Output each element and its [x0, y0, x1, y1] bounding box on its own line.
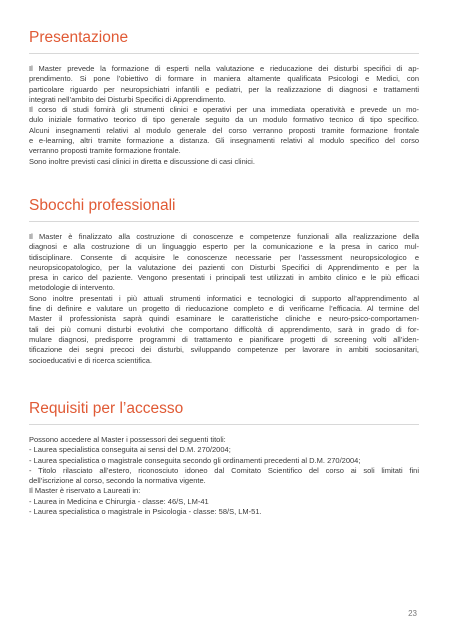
- body-line: Il Master prevede la formazione di esperti nella valutazione e rieducazione dei disturbi specifici di ap-: [29, 64, 419, 73]
- section-requisiti-accesso: [29, 400, 419, 517]
- body-line: e e-learning, altri tramite formazione a distanza. Gli insegnamenti relativi al modulo specifico del corso: [29, 136, 419, 146]
- body-line: tidisciplinare. Consente di acquisire le conoscenze necessarie per l’assessment neuropsicologico e: [29, 252, 419, 262]
- body-line: integrati nell’ambito dei Disturbi Specifici di Apprendimento.: [29, 94, 226, 104]
- section-title: Sbocchi professionali: [29, 197, 176, 214]
- page-number: 23: [408, 609, 417, 618]
- body-line: - Laurea specialistica conseguita ai sensi del D.M. 270/2004;: [29, 445, 231, 455]
- body-line: tificazione dei segni precoci dei disturbi, sviluppando competenze per lavorare in ambiti sociosanitari,: [29, 345, 419, 355]
- body-line: prendimento. Si pone l’obiettivo di formare in maniera altamente qualificata Psicologi e Medici, con: [29, 74, 419, 84]
- body-line: Master il professionista saprà quindi esaminare le caratteristiche cliniche e neuro-psico-comportamen-: [29, 314, 419, 324]
- body-line: fine di definire e valutare un progetto di rieducazione completo e di verificarne l’efficacia. Al termine del: [29, 304, 419, 314]
- body-line: dulo iniziale formativo teorico di tipo generale seguito da un modulo formativo tecnico di tipo specifico.: [29, 115, 419, 125]
- body-line: presa in carico del paziente. Vengono presentati i principali test utilizzati in ambito clinico e le più efficaci: [29, 273, 419, 283]
- body-line: diagnosi e alla costruzione di un linguaggio esperto per la comunicazione e la presa in carico mul-: [29, 242, 419, 252]
- body-line: Il corso di studi fornirà gli strumenti clinici e operativi per una immediata operatività e prevede un mo-: [29, 105, 419, 115]
- body-line: dell’iscrizione al corso, secondo la normativa vigente.: [29, 476, 206, 486]
- section-divider: [29, 53, 419, 54]
- body-line: Il Master è riservato a Laureati in:: [29, 486, 141, 496]
- section-body: [29, 64, 419, 167]
- section-sbocchi-professionali: [29, 197, 419, 366]
- body-line: tali dei più comuni disturbi evolutivi che comportano difficoltà di apprendimento, sarà in grado di for-: [29, 324, 419, 334]
- section-title: Presentazione: [29, 29, 129, 46]
- body-line: neuropsicopatologico, per la valutazione dei pazienti con Disturbi Specifici di Apprendimento e per la: [29, 262, 419, 272]
- body-line: - Titolo rilasciato all’estero, riconosciuto idoneo dal Comitato Scientifico del corso ai soli limitati fini: [29, 465, 419, 475]
- body-line: - Laurea in Medicina e Chirurgia - classe: 46/S, LM-41: [29, 496, 209, 506]
- section-presentazione: [29, 29, 419, 167]
- body-line: - Laurea specialistica o magistrale conseguita secondo gli ordinamenti precedenti al D.M. 270/2004;: [29, 455, 361, 465]
- section-divider: [29, 424, 419, 425]
- body-line: particolare riguardo per neuropsichiatri infantili e pediatri, per la realizzazione di diagnosi e trattamenti: [29, 84, 419, 94]
- body-line: socioeducativi e di ricerca scientifica.: [29, 355, 152, 365]
- body-line: - Laurea specialistica o magistrale in Psicologia - classe: 58/S, LM-51.: [29, 507, 262, 517]
- body-line: Alcuni insegnamenti relativi al modulo generale del corso verranno proposti tramite formazione frontale: [29, 125, 419, 135]
- section-title: Requisiti per l’accesso: [29, 400, 184, 417]
- body-line: Sono inoltre previsti casi clinici in diretta e discussione di casi clinici.: [29, 156, 255, 166]
- section-body: [29, 435, 419, 517]
- section-body: [29, 232, 419, 366]
- body-line: metodologie di intervento.: [29, 283, 115, 293]
- body-line: Sono inoltre presentati i più attuali strumenti informatici e tecnologici di supporto all’apprendimento al: [29, 293, 419, 303]
- body-line: Possono accedere al Master i possessori dei seguenti titoli:: [29, 435, 226, 444]
- body-line: mulare diagnosi, predisporre programmi di trattamento e pianificare progetti di screening volti all’iden-: [29, 334, 419, 344]
- section-divider: [29, 221, 419, 222]
- body-line: verranno proposti tramite formazione frontale.: [29, 146, 181, 156]
- body-line: Il Master è finalizzato alla costruzione di conoscenze e competenze funzionali alla realizzazione della: [29, 232, 419, 241]
